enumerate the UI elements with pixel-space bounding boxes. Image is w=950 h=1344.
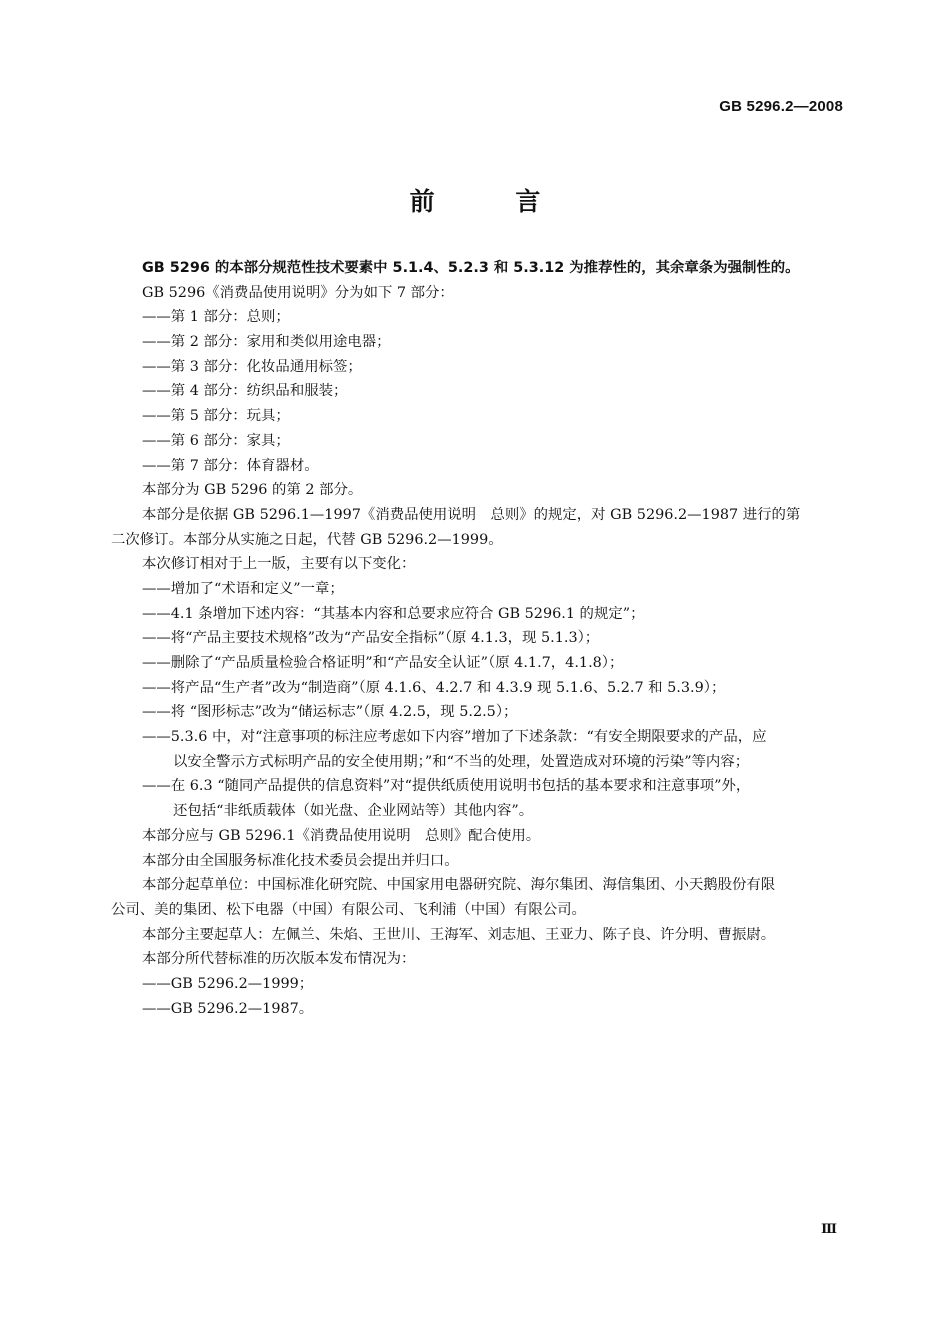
list-item: ——将 “图形标志”改为“储运标志”（原 4.2.5，现 5.2.5）；	[142, 704, 518, 721]
page-number: Ⅲ	[821, 1222, 837, 1237]
list-item: ——GB 5296.2—1987。	[142, 1000, 314, 1017]
paragraph-continuation: 公司、美的集团、松下电器（中国）有限公司、飞利浦（中国）有限公司。	[111, 901, 586, 918]
page-title: 前 言	[409, 187, 577, 216]
list-item: ——第 3 部分：化妆品通用标签；	[142, 358, 362, 375]
list-item: ——第 7 部分：体育器材。	[142, 457, 319, 474]
paragraph: 本部分由全国服务标准化技术委员会提出并归口。	[142, 852, 459, 869]
list-item: ——在 6.3 “随同产品提供的信息资料”对“提供纸质使用说明书包括的基本要求和注意事项”外，	[142, 778, 751, 795]
paragraph: 本部分应与 GB 5296.1《消费品使用说明 总则》配合使用。	[142, 827, 541, 844]
list-item: ——删除了“产品质量检验合格证明”和“产品安全认证”（原 4.1.7，4.1.8）；	[142, 655, 624, 671]
paragraph: 本次修订相对于上一版，主要有以下变化：	[142, 556, 416, 573]
list-item: ——增加了“术语和定义”一章；	[142, 580, 344, 597]
paragraph-continuation: 二次修订。本部分从实施之日起，代替 GB 5296.2—1999。	[111, 531, 503, 548]
list-item: ——5.3.6 中，对“注意事项的标注应考虑如下内容”增加了下述条款：“有安全期限要求的产品，应	[142, 729, 767, 746]
list-item: ——第 2 部分：家用和类似用途电器；	[142, 334, 391, 351]
paragraph: 本部分起草单位：中国标准化研究院、中国家用电器研究院、海尔集团、海信集团、小天鹅股份有限	[142, 877, 776, 894]
paragraph: 本部分为 GB 5296 的第 2 部分。	[142, 482, 363, 499]
paragraph: 本部分是依据 GB 5296.1—1997《消费品使用说明 总则》的规定，对 GB 5296.2—1987 进行的第	[142, 506, 801, 523]
list-item: ——第 5 部分：玩具；	[142, 408, 290, 425]
list-item: ——4.1 条增加下述内容：“其基本内容和总要求应符合 GB 5296.1 的规定”；	[142, 605, 645, 622]
paragraph: 本部分主要起草人：左佩兰、朱焰、王世川、王海军、刘志旭、王亚力、陈子良、许分明、曹振尉。	[142, 926, 776, 943]
list-item: ——将“产品主要技术规格”改为“产品安全指标”（原 4.1.3，现 5.1.3）；	[142, 630, 600, 647]
list-item-continuation: 以安全警示方式标明产品的安全使用期；”和“不当的处理，处置造成对环境的污染”等内容；	[173, 753, 750, 770]
list-item: ——第 6 部分：家具；	[142, 432, 290, 449]
list-item: ——第 1 部分：总则；	[142, 309, 290, 326]
list-item: ——第 4 部分：纺织品和服装；	[142, 383, 348, 400]
document-body	[111, 256, 847, 1021]
list-item-continuation: 还包括“非纸质载体（如光盘、企业网站等）其他内容”。	[173, 803, 534, 820]
paragraph: GB 5296《消费品使用说明》分为如下 7 部分：	[142, 284, 454, 301]
normative-statement: GB 5296 的本部分规范性技术要素中 5.1.4、5.2.3 和 5.3.12 为推荐性的，其余章条为强制性的。	[142, 260, 800, 276]
list-item: ——GB 5296.2—1999；	[142, 975, 314, 992]
standard-number: GB 5296.2—2008	[719, 98, 843, 115]
list-item: ——将产品“生产者”改为“制造商”（原 4.1.6、4.2.7 和 4.3.9 现 5.1.6、5.2.7 和 5.3.9）；	[142, 679, 726, 696]
paragraph: 本部分所代替标准的历次版本发布情况为：	[142, 951, 416, 968]
